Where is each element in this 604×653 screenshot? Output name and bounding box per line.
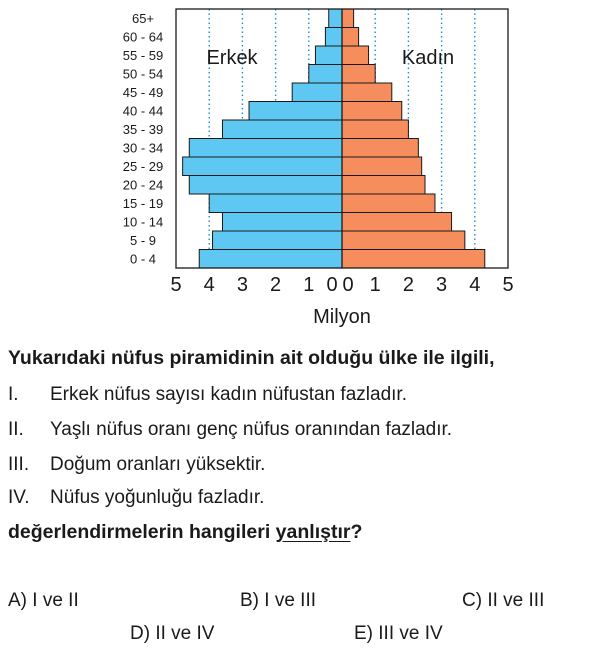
x-tick-label: 3 xyxy=(436,274,448,296)
age-group-label: 20 - 24 xyxy=(122,177,164,193)
bar-female xyxy=(342,120,408,139)
bar-female xyxy=(342,46,369,65)
statement-number: IV. xyxy=(8,487,30,508)
option-b[interactable]: B) I ve III xyxy=(240,590,317,611)
x-tick-label: 0 xyxy=(326,274,338,296)
bar-female xyxy=(342,139,418,158)
prompt-question-mark: ? xyxy=(350,521,363,543)
age-group-label: 45 - 49 xyxy=(122,84,164,100)
statement-text: Doğum oranları yüksektir. xyxy=(50,454,266,475)
bar-female xyxy=(342,157,422,176)
prompt-negative-word: yanlıştır xyxy=(275,521,351,543)
statement-1 xyxy=(8,384,407,406)
x-tick-label: 4 xyxy=(469,274,481,296)
bar-male xyxy=(309,65,342,84)
age-group-label: 60 - 64 xyxy=(122,29,164,45)
bar-male xyxy=(315,46,342,65)
statement-text: Yaşlı nüfus oranı genç nüfus oranından fazladır. xyxy=(50,419,453,440)
bar-female xyxy=(342,9,354,28)
statement-4 xyxy=(8,487,264,509)
bar-male xyxy=(222,120,342,139)
legend-male-label: Erkek xyxy=(206,47,258,69)
bar-male xyxy=(325,28,342,47)
age-group-label: 5 - 9 xyxy=(129,232,157,248)
question-title: Yukarıdaki nüfus piramidinin ait olduğu ülke ile ilgili, xyxy=(8,347,495,369)
x-axis-title: Milyon xyxy=(313,306,371,328)
x-tick-label: 5 xyxy=(502,274,514,296)
bar-male xyxy=(189,139,342,158)
bar-female xyxy=(342,102,402,121)
bar-male xyxy=(249,102,342,121)
age-group-label: 10 - 14 xyxy=(122,214,164,230)
x-tick-label: 2 xyxy=(270,274,282,296)
age-group-label: 30 - 34 xyxy=(122,140,164,156)
bar-male xyxy=(183,157,342,176)
x-tick-label: 4 xyxy=(203,274,215,296)
bar-male xyxy=(329,9,342,28)
statement-text: Erkek nüfus sayısı kadın nüfustan fazladır. xyxy=(50,384,407,405)
age-group-label: 35 - 39 xyxy=(122,121,164,137)
bar-female xyxy=(342,250,485,269)
age-group-label: 55 - 59 xyxy=(122,47,164,63)
statement-number: III. xyxy=(8,454,30,475)
option-d[interactable]: D) II ve IV xyxy=(130,623,215,644)
statement-number: II. xyxy=(8,419,24,440)
bar-male xyxy=(199,250,342,269)
bar-male xyxy=(213,231,342,250)
statement-number: I. xyxy=(8,384,19,405)
option-a[interactable]: A) I ve II xyxy=(8,590,79,611)
age-group-label: 65+ xyxy=(131,10,155,26)
bar-female xyxy=(342,28,359,47)
bar-female xyxy=(342,213,452,232)
option-c[interactable]: C) II ve III xyxy=(462,590,545,611)
bar-female xyxy=(342,65,375,84)
statement-text: Nüfus yoğunluğu fazladır. xyxy=(50,487,265,508)
statement-3 xyxy=(8,454,265,476)
age-group-label: 50 - 54 xyxy=(122,66,164,82)
bar-female xyxy=(342,194,435,213)
bar-male xyxy=(222,213,342,232)
x-tick-label: 1 xyxy=(303,274,315,296)
bar-female xyxy=(342,176,425,195)
age-group-label: 40 - 44 xyxy=(122,103,164,119)
age-group-labels xyxy=(123,11,163,267)
age-group-label: 15 - 19 xyxy=(122,195,164,211)
bar-male xyxy=(209,194,342,213)
option-e[interactable]: E) III ve IV xyxy=(354,623,443,644)
question-prompt xyxy=(8,521,362,544)
legend-female-label: Kadın xyxy=(401,47,455,69)
x-tick-label: 0 xyxy=(342,274,354,296)
bar-male xyxy=(189,176,342,195)
x-tick-label: 5 xyxy=(170,274,182,296)
age-group-label: 0 - 4 xyxy=(129,251,157,267)
x-tick-label: 1 xyxy=(369,274,381,296)
x-tick-label: 3 xyxy=(236,274,248,296)
statement-2 xyxy=(8,419,452,441)
age-group-label: 25 - 29 xyxy=(122,158,164,174)
prompt-text: değerlendirmelerin hangileri xyxy=(8,521,276,543)
x-tick-label: 2 xyxy=(402,274,414,296)
bar-female xyxy=(342,83,392,102)
bar-male xyxy=(292,83,342,102)
bar-female xyxy=(342,231,465,250)
x-tick-labels xyxy=(170,274,513,296)
